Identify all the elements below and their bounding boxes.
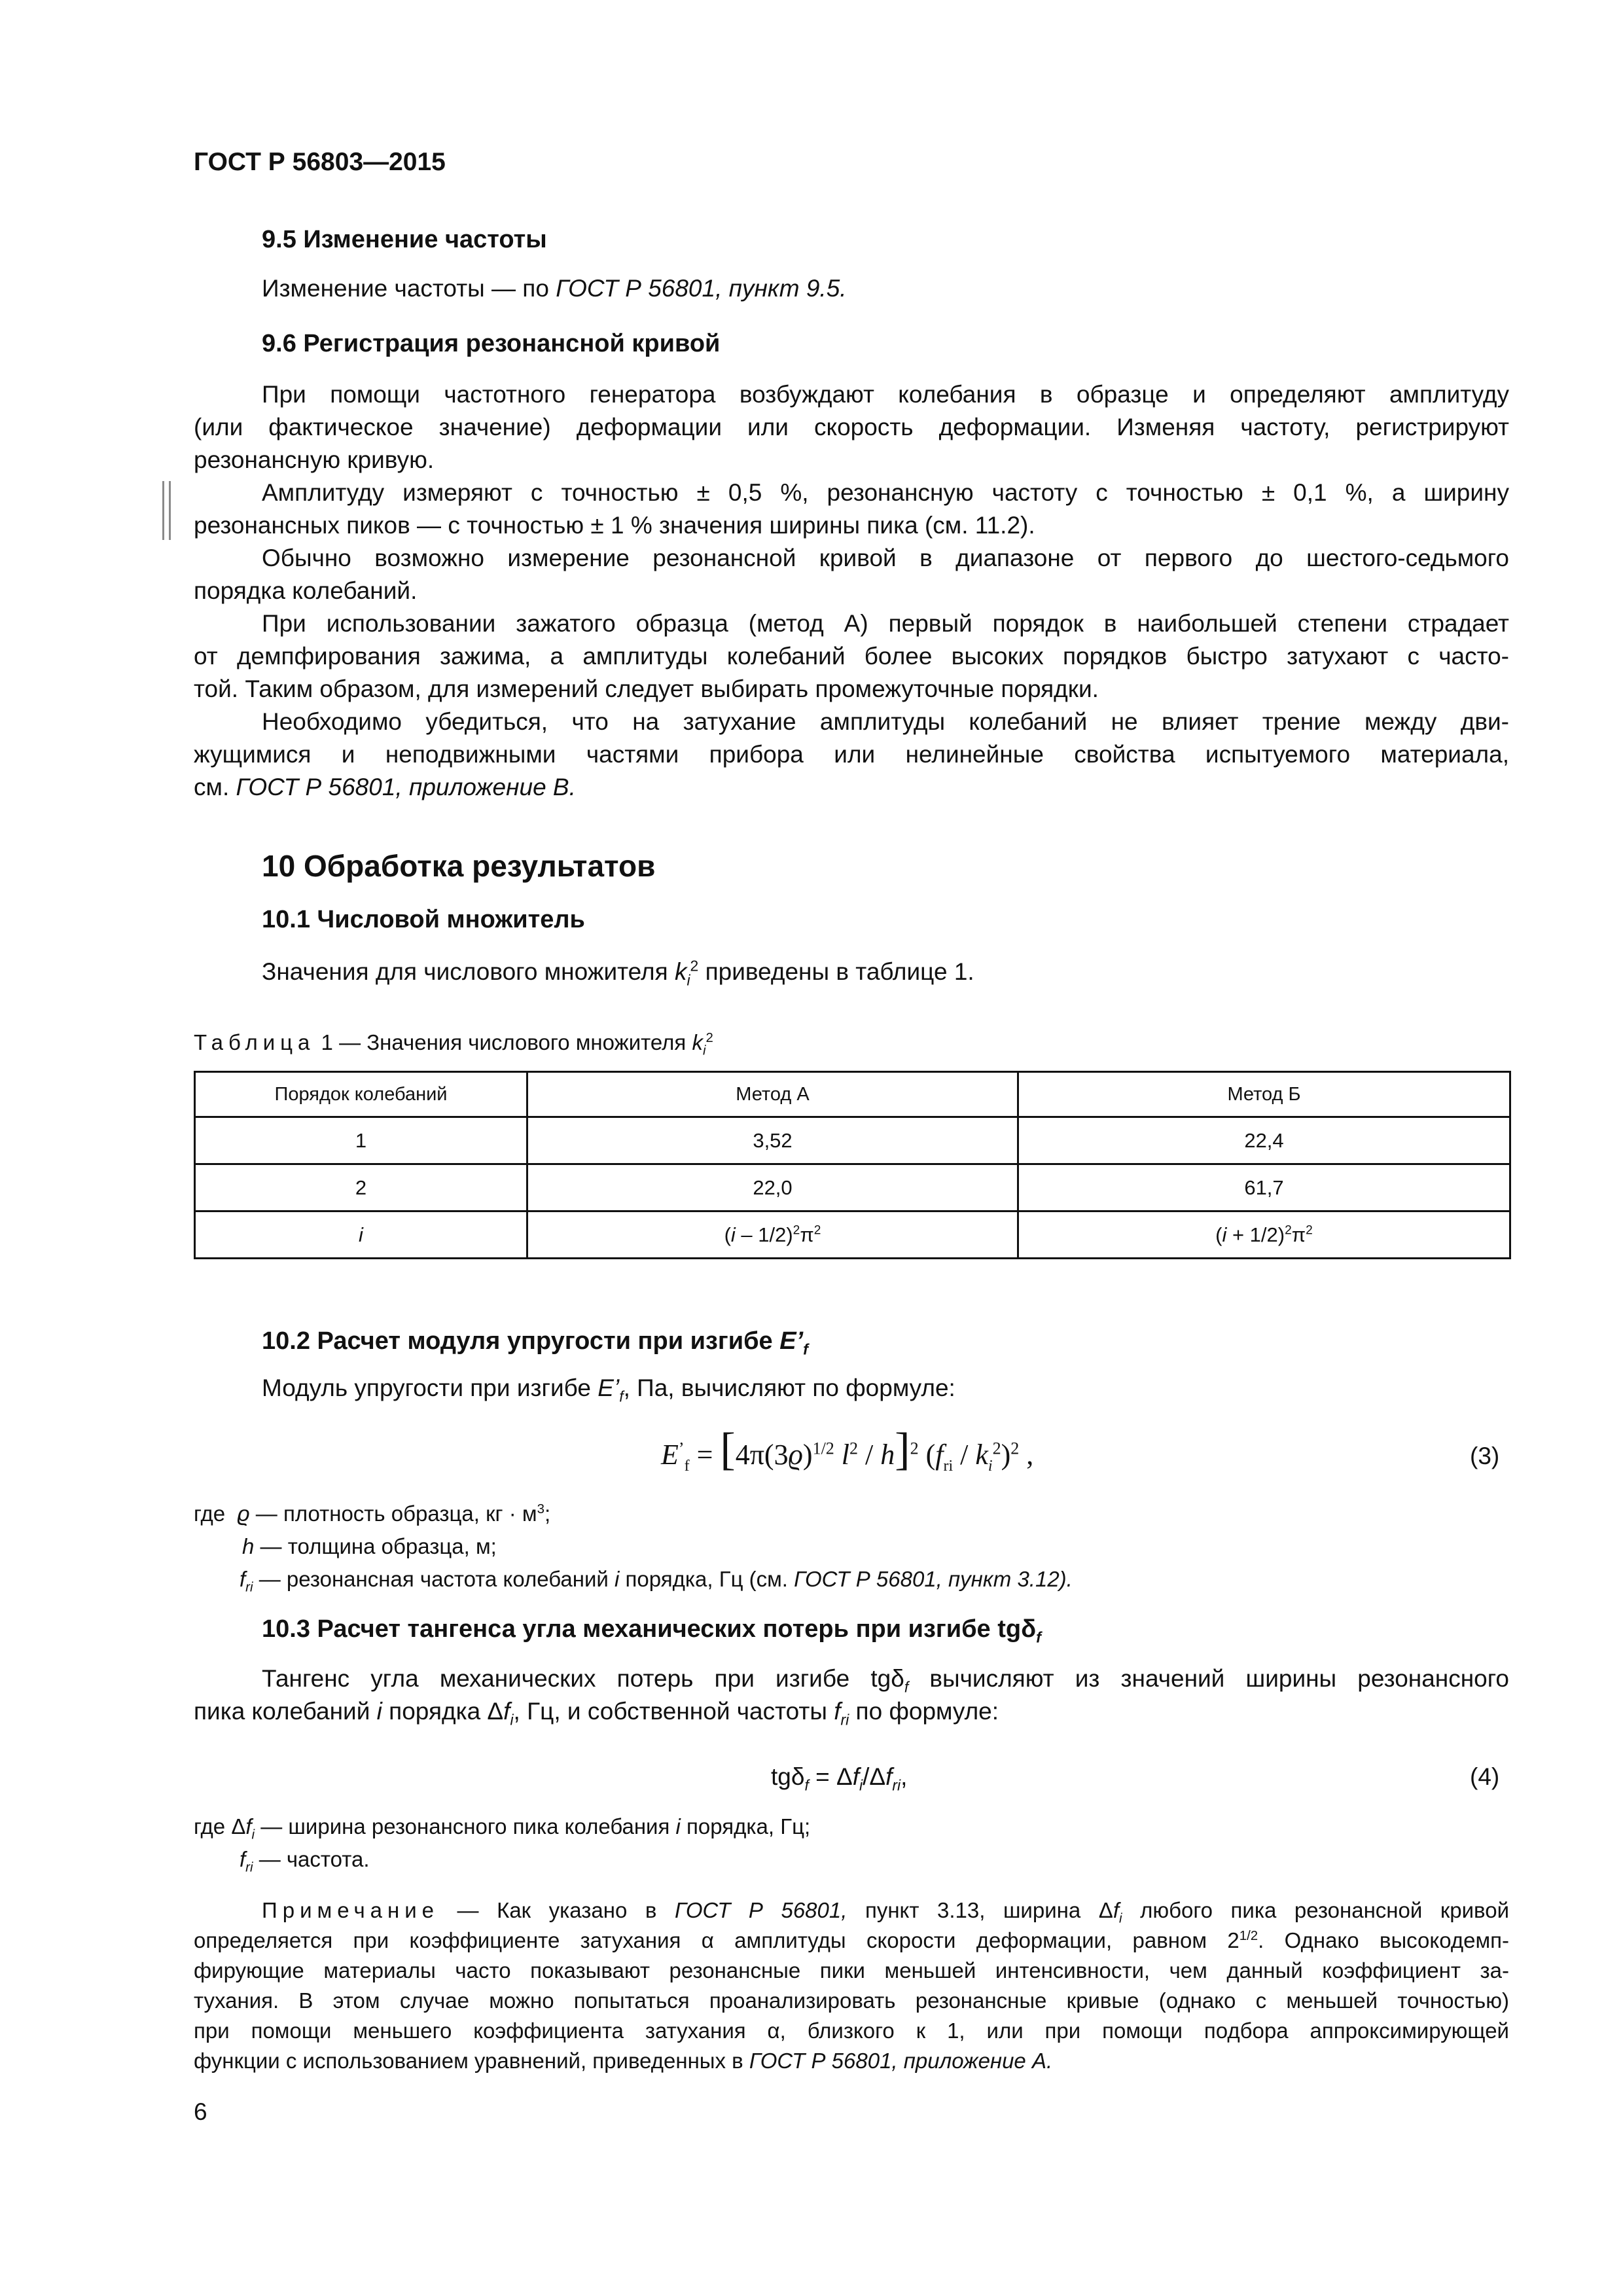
table-header-row [195, 1072, 1510, 1117]
revision-bar [162, 481, 164, 540]
table-header-cell: Метод Б [1018, 1072, 1510, 1117]
note-line: Примечание — Как указано в ГОСТ Р 56801, пункт 3.13, ширина $\Delta f_i$ любого пика резонансной кривой [262, 1898, 1510, 1926]
section-9-5-title: 9.5 Изменение частоты [262, 226, 547, 253]
section-10-2-title: 10.2 Расчет модуля упругости при изгибе $E’_f$ [262, 1327, 808, 1358]
section-9-5-text: Изменение частоты — по ГОСТ Р 56801, пункт 9.5. [262, 275, 847, 302]
definition-line: $f_{ri}$ — резонансная частота колебаний i порядка, Гц (см. ГОСТ Р 56801, пункт 3.12). [240, 1567, 1073, 1595]
table-cell: 2 [195, 1164, 527, 1211]
paragraph-line: Тангенс угла механических потерь при изгибе tgδ$_f$ вычисляют из значений ширины резонансного [262, 1665, 1509, 1696]
section-9-6-title: 9.6 Регистрация резонансной кривой [262, 330, 721, 357]
paragraph-line: жущимися и неподвижными частями прибора или нелинейные свойства испытуемого материала, [194, 741, 1509, 768]
equation-number: (3) [1470, 1443, 1500, 1469]
table-row [195, 1211, 1510, 1259]
paragraph-line: При использовании зажатого образца (метод А) первый порядок в наибольшей степени страдает [262, 610, 1509, 637]
table-cell: 22,4 [1018, 1117, 1510, 1164]
paragraph-line: см. ГОСТ Р 56801, приложение В. [194, 774, 576, 800]
table-cell: $(i - 1/2)^2\pi^2$ [527, 1211, 1018, 1259]
table-cell: 1 [195, 1117, 527, 1164]
note-line: определяется при коэффициенте затухания α амплитуды скорости деформации, равном $2^{1/2}$. Однако высокодемп- [194, 1928, 1509, 1952]
page-number: 6 [194, 2098, 207, 2125]
paragraph-line: пика колебаний i порядка $\Delta f_i$, Гц, и собственной частоты $f_{ri}$ по формуле: [194, 1698, 999, 1729]
note-line: функции с использованием уравнений, приведенных в ГОСТ Р 56801, приложение А. [194, 2049, 1053, 2073]
paragraph-line: порядка колебаний. [194, 577, 418, 604]
definition-line: где ϱ — плотность образца, кг · $м^3$; [194, 1501, 551, 1526]
section-10-title: 10 Обработка результатов [262, 849, 656, 883]
section-10-1-title: 10.1 Числовой множитель [262, 906, 585, 933]
note-line: тухания. В этом случае можно попытаться проанализировать резонансные кривые (однако с меньшей точностью) [194, 1988, 1509, 2013]
table-cell: 22,0 [527, 1164, 1018, 1211]
definition-line: h — толщина образца, м; [242, 1534, 497, 1558]
note-line: при помощи меньшего коэффициента затухания α, близкого к 1, или при помощи подбора аппроксимирующей [194, 2018, 1509, 2043]
paragraph-line: (или фактическое значение) деформации или скорость деформации. Изменяя частоту, регистрируют [194, 414, 1509, 440]
section-10-1-text: Значения для числового множителя $k_i^2$ приведены в таблице 1. [262, 957, 974, 989]
section-10-3-title: 10.3 Расчет тангенса угла механических потерь при изгибе tgδ$_f$ [262, 1615, 1042, 1646]
definition-line: $f_{ri}$ — частота. [240, 1847, 370, 1875]
document-code: ГОСТ Р 56803—2015 [194, 148, 446, 176]
table-header-cell: Метод А [527, 1072, 1018, 1117]
formula-3: $E^’_f = [4\pi(3ϱ)^{1/2}$ $l^2 / h]^2$ $(f_{ri} / k_i^2)^2$ , [661, 1424, 1034, 1475]
paragraph-line: При помощи частотного генератора возбуждают колебания в образце и определяют амплитуду [262, 381, 1509, 408]
table-row [195, 1164, 1510, 1211]
table-cell: $(i + 1/2)^2\pi^2$ [1018, 1211, 1510, 1259]
table-1 [194, 1071, 1511, 1259]
table-cell: 61,7 [1018, 1164, 1510, 1211]
paragraph-line: резонансную кривую. [194, 446, 435, 473]
equation-number: (4) [1470, 1763, 1500, 1790]
paragraph-line: резонансных пиков — с точностью ± 1 % значения ширины пика (см. 11.2). [194, 512, 1035, 539]
note-line: фирующие материалы часто показывают резонансные пики меньшей интенсивности, чем данный коэффициент за- [194, 1958, 1509, 1982]
formula-4: $tg\delta_f = \Delta f_i/\Delta f_{ri}$, [771, 1763, 908, 1794]
table-header-cell: Порядок колебаний [195, 1072, 527, 1117]
table-cell: 3,52 [527, 1117, 1018, 1164]
paragraph-line: Обычно возможно измерение резонансной кривой в диапазоне от первого до шестого-седьмого [262, 545, 1509, 571]
paragraph-line: той. Таким образом, для измерений следует выбирать промежуточные порядки. [194, 675, 1099, 702]
revision-bar [169, 481, 171, 540]
table-cell: i [195, 1211, 527, 1259]
table-caption: Таблица 1 — Значения числового множителя $k_i^2$ [194, 1030, 713, 1058]
table-row [195, 1117, 1510, 1164]
paragraph-line: Необходимо убедиться, что на затухание амплитуды колебаний не влияет трение между дви- [262, 708, 1509, 735]
paragraph-line: от демпфирования зажима, а амплитуды колебаний более высоких порядков быстро затухают с часто- [194, 643, 1509, 670]
definition-line: где $\Delta f_i$ — ширина резонансного пика колебания i порядка, Гц; [194, 1814, 811, 1842]
paragraph-line: Амплитуду измеряют с точностью ± 0,5 %, резонансную частоту с точностью ± 0,1 %, а ширину [262, 479, 1509, 506]
section-10-2-text: Модуль упругости при изгибе $E’_f$, Па, вычисляют по формуле: [262, 1374, 955, 1405]
